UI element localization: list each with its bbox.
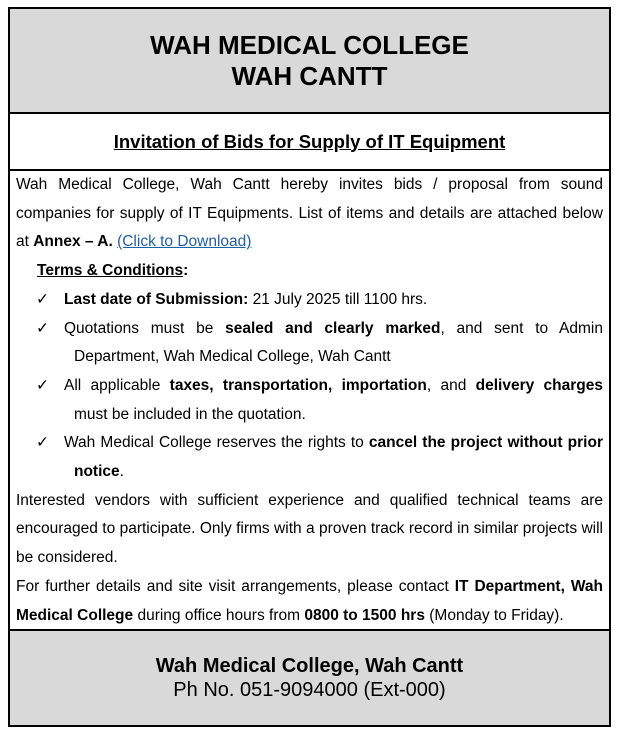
vendors-paragraph: Interested vendors with sufficient experience and qualified technical teams are encouraged to participate. Only firms with a proven track record in similar projects will be considered. [16,491,603,567]
check-icon: ✓ [36,319,49,337]
check-icon: ✓ [36,434,49,452]
check-icon: ✓ [36,376,49,394]
term-item-1 [16,286,603,315]
college-name: WAH MEDICAL COLLEGE [150,29,469,60]
intro-paragraph [16,171,603,257]
term-3-text-b: , and [426,376,476,394]
term-4-bold: cancel the project without prior notice [74,434,603,481]
footer-college-name: Wah Medical College, Wah Cantt [155,655,464,677]
annex-label: Annex – A. [33,233,113,251]
term-2-text-a: Quotations must be [64,319,226,337]
college-city: WAH CANTT [231,60,388,91]
term-2-text-b: , and sent to Admin Department, Wah Medical College, Wah Cantt [74,319,603,366]
contact-text-a: For further details and site visit arrangements, please contact [16,577,455,595]
title-row [10,114,609,171]
term-item-2 [16,315,603,372]
terms-heading [37,257,603,286]
check-icon: ✓ [36,290,49,308]
download-link[interactable]: (Click to Download) [117,233,252,251]
term-4-text-a: Wah Medical College reserves the rights to [64,434,369,452]
intro-text: Wah Medical College, Wah Cantt hereby invites bids / proposal from sound companies for supply of IT Equipments. List of items and details are attached below at [16,176,603,251]
notice-body [10,171,609,630]
tender-notice [8,7,611,727]
contact-department: IT Department, Wah Medical College [16,577,603,624]
header-banner [10,9,609,114]
term-3-text-a: All applicable [64,376,170,394]
footer-phone: Ph No. 051-9094000 (Ext-000) [173,679,446,701]
term-3-bold-a: taxes, transportation, importation [169,376,427,394]
contact-text-b: during office hours from [133,606,305,624]
term-3-bold-b: delivery charges [475,376,603,394]
term-3-text-c: must be included in the quotation. [74,405,306,423]
term-2-bold: sealed and clearly marked [225,319,441,337]
term-item-3 [16,372,603,429]
notice-title: Invitation of Bids for Supply of IT Equipment [113,130,506,152]
term-1-bold: Last date of Submission: [64,290,249,308]
contact-paragraph [16,573,603,630]
footer-banner [10,629,609,725]
office-hours: 0800 to 1500 hrs [304,606,425,624]
term-1-text: 21 July 2025 till 1100 hrs. [248,290,428,308]
term-item-4 [16,429,603,486]
terms-heading-text: Terms & Conditions [37,262,184,280]
term-4-text-b: . [119,463,124,481]
contact-text-c: (Monday to Friday). [424,606,564,624]
terms-heading-colon: : [183,262,189,280]
